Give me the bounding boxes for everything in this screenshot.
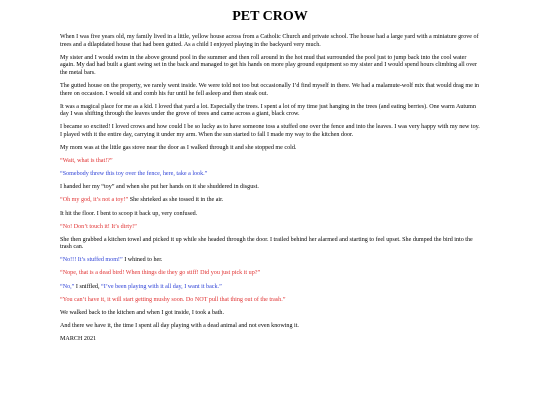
narration-shrieked: She shrieked as she tossed it in the air.	[128, 197, 224, 204]
dialogue-no: “No,”	[60, 283, 75, 290]
narration-whined: I whined to her.	[122, 257, 163, 264]
paragraph-intro: When I was five years old, my family lived in a little, yellow house across from a Catholic Church and private school. The house had a large yard with a miniature grove of trees and a dilapidated house that had been gutted. As a child I enjoyed playing in the backyard very much.	[60, 34, 479, 48]
paragraph-gutted-house: The gutted house on the property, we rarely went inside. We were told not too but occasionally I’d find myself in there. We had a malamute-wolf mix that would drag me in there on occasion. I would sit and comb his fur until he fell asleep and then steak out.	[60, 82, 480, 97]
dialogue-playing-line	[60, 284, 480, 292]
paragraph-walked-back: We walked back to the kitchen and when I got inside, I took a bath.	[60, 309, 224, 316]
dialogue-stuffed: “No!!! It’s stuffed mom!”	[60, 257, 123, 264]
dialogue-oh-my-god-line	[60, 197, 480, 205]
paragraph-handed: I handed her my “toy” and when she put her hands on it she shuddered in disgust.	[60, 184, 259, 191]
paragraph-mom-stove: My mom was at the little gas stove near the door as I walked through it and she stopped me cold.	[60, 145, 297, 152]
dialogue-playing: “I’ve been playing with it all day, I want it back.”	[101, 283, 222, 290]
paragraph-towel: She then grabbed a kitchen towel and picked it up while she headed through the door. I trailed behind her alarmed and starting to feel upset. She dumped the bird into the trash can.	[60, 236, 473, 251]
dialogue-wait: “Wait, what is that!?”	[60, 158, 113, 165]
dialogue-dont-touch: “No! Don’t touch it! It’s dirty!”	[60, 223, 137, 230]
paragraph-hit-floor: It hit the floor. I bent to scoop it back up, very confused.	[60, 210, 198, 217]
dialogue-oh-my-god: “Oh my god, it’s not a toy!”	[60, 197, 129, 204]
paragraph-excited: I became so excited! I loved crows and how could I be so lucky as to have someone toss a stuffed one over the fence and into the leaves. I was very happy with my new toy. I played with it the entire day, carrying it under my arm. When the sun started to fall I made my way to the kitchen door.	[60, 124, 480, 138]
document-date: MARCH 2021	[60, 335, 97, 342]
dialogue-somebody: “Somebody threw this toy over the fence, here, take a look.”	[60, 171, 208, 178]
paragraph-pool: My sister and I would swim in the above ground pool in the summer and then roll around in the hot mud that surrounded the pool just to jump back into the cool water again. My dad had built a giant swing set in the back and managed to get his hands on more play ground equipment so my sister and I would spend hours climbing all over the metal bars.	[60, 54, 478, 76]
narration-sniffled: I sniffled,	[74, 283, 102, 290]
dialogue-stuffed-line	[60, 257, 480, 265]
dialogue-cant-keep: “You can’t have it, it will start getting mushy soon. Do NOT pull that thing out of the trash.”	[60, 296, 286, 303]
paragraph-magical-place: It was a magical place for me as a kid. I loved that yard a lot. Especially the trees. I spent a lot of my time just hanging in the trees (and eating berries). One warm Autumn day I was shifting through the leaves under the grove of trees and came across a giant, black crow.	[60, 103, 476, 118]
document-title: PET CROW	[232, 9, 308, 24]
dialogue-nope: “Nope, that is a dead bird! When things die they go stiff! Did you just pick it up?”	[60, 270, 261, 277]
paragraph-conclusion: And there we have it, the time I spent all day playing with a dead animal and not even knowing it.	[60, 322, 299, 329]
